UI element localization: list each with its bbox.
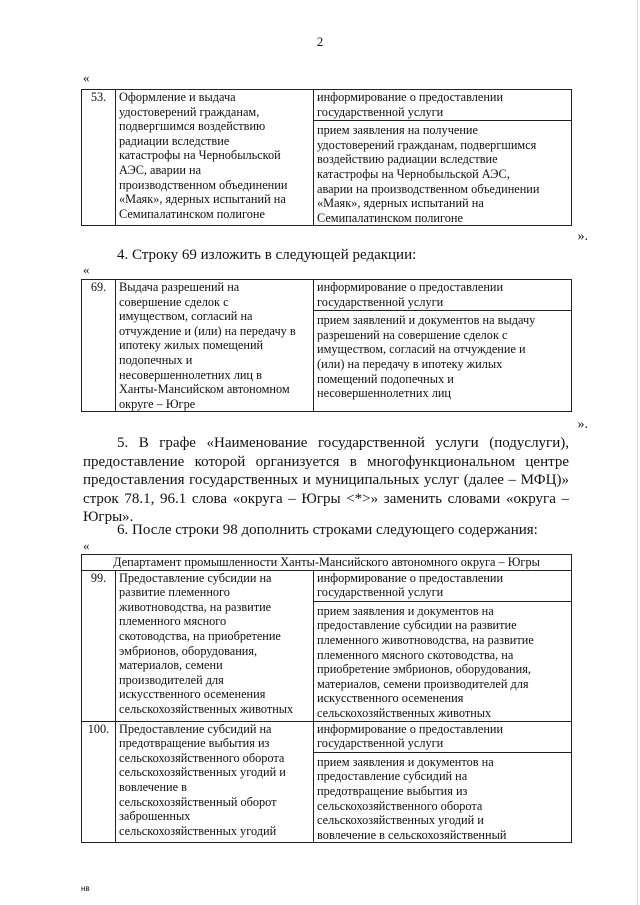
service-name-cell [116,280,314,412]
subservice-cell [314,570,572,721]
subservice-application: прием заявления на получение удостоверений гражданам, подвергшимся воздействию радиации вследствие катастрофы на Чернобыльской АЭС, аварии на производственном объединении «Маяк», ядерных испытаний на Семипалатинском полигоне [317,123,540,225]
subservice-application: прием заявления и документов на предоставление субсидий на предотвращение выбытия из сельскохозяйственного оборота сельскохозяйственных угодий и вовлечение в сельскохозяйственный [317,754,507,842]
table-row [82,570,572,721]
subservice-cell [314,90,572,226]
subservice-informing: информирование о предоставлении государственной услуги [314,280,571,311]
opening-quote: « [83,538,90,553]
subservice-informing: информирование о предоставлении государственной услуги [314,571,571,602]
subservice-informing: информирование о предоставлении государственной услуги [314,722,571,753]
table-row-69 [81,279,572,412]
table-row-53 [81,89,572,226]
service-name-cell [116,90,314,226]
closing-quote: ». [577,417,588,432]
opening-quote: « [83,262,90,277]
page-number: 2 [316,34,324,49]
service-name: Предоставление субсидий на предотвращение выбытия из сельскохозяйственного оборота сельскохозяйственных угодий и вовлечение в сельскохозяйственный оборот заброшенных сельскохозяйственных угодий [119,721,286,838]
subservice-informing: информирование о предоставлении государственной услуги [314,90,571,121]
subservice-cell [314,721,572,843]
table-row [82,280,572,412]
opening-quote: « [83,70,90,85]
subservice-cell [314,280,572,412]
service-name: Выдача разрешений на совершение сделок с имуществом, согласий на отчуждение и (или) на передачу в ипотеку жилых помещений подопечных и несовершеннолетних лиц в Ханты-Мансийском автономном округе – Югре [119,280,296,411]
row-number: 100. [82,721,116,843]
paragraph-5: 5. В графе «Наименование государственной услуги (подуслуги), предоставление которой организуется в многофункциональном центре предоставления государственных и муниципальных услуг (далее – МФЦ)» строк 78.1, 96.1 слова «округа – Югры <*>» заменить словами «округа – Югры». [83,435,569,525]
closing-quote: ». [577,229,588,244]
service-name: Оформление и выдача удостоверений гражданам, подвергшимся воздействию радиации вследствие катастрофы на Чернобыльской АЭС, аварии на производственном объединении «Маяк», ядерных испытаний на Семипалатинском полигоне [119,90,288,221]
paragraph-4: 4. Строку 69 изложить в следующей редакции: [117,247,417,263]
service-name-cell [116,721,314,843]
department-name: Департамент промышленности Ханты-Мансийского автономного округа – Югры [82,555,572,571]
subservice-application: прием заявлений и документов на выдачу разрешений на совершение сделок с имуществом, согласий на отчуждение и (или) на передачу в ипотеку жилых помещений подопечных и несовершеннолетних лиц [317,313,536,401]
department-row [82,555,572,571]
paragraph-6: 6. После строки 98 дополнить строками следующего содержания: [117,522,538,538]
table-row [82,721,572,843]
footer-mark: нв [81,884,90,893]
service-name-cell [116,570,314,721]
row-number: 69. [82,280,116,412]
subservice-application: прием заявления и документов на предоставление субсидии на развитие племенного животноводства, на развитие племенного мясного скотоводства, на приобретение эмбрионов, оборудования, материалов, семени производителей для искусственного осеменения сельскохозяйственных животных [317,603,534,720]
table-row [82,90,572,226]
row-number: 53. [82,90,116,226]
row-number: 99. [82,570,116,721]
page-edge-line [637,0,638,905]
service-name: Предоставление субсидии на развитие племенного животноводства, на развитие племенного мясного скотоводства, на приобретение эмбрионов, оборудования, материалов, семени производителей для искусственного осеменения сельскохозяйственных животных [119,570,294,716]
table-new-rows [81,554,572,843]
